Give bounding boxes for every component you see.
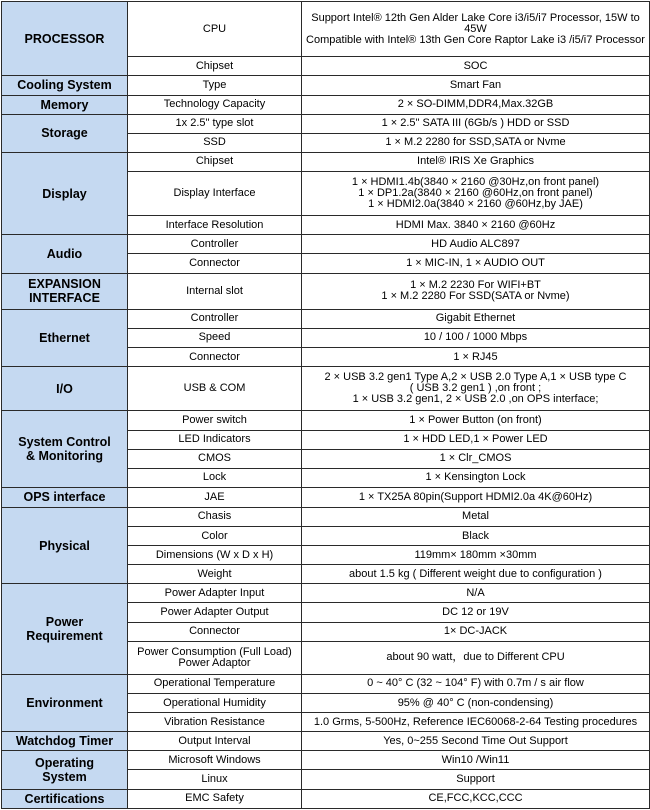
spec-value: 2 × USB 3.2 gen1 Type A,2 × USB 2.0 Type A,1 × USB type C ( USB 3.2 gen1 ) ,on front ; 1 × USB 3.2 gen1, 2 × USB 2.0 ,on OPS interface; — [302, 367, 650, 411]
spec-item: SSD — [128, 133, 302, 152]
spec-item: Operational Humidity — [128, 694, 302, 713]
spec-value: SOC — [302, 57, 650, 76]
category-label: Storage — [2, 114, 128, 152]
category-label: PROCESSOR — [2, 2, 128, 76]
spec-item: Chipset — [128, 57, 302, 76]
category-label: System Control & Monitoring — [2, 411, 128, 487]
spec-value: 1 × MIC-IN, 1 × AUDIO OUT — [302, 254, 650, 273]
spec-value: 10 / 100 / 1000 Mbps — [302, 328, 650, 347]
category-label: Ethernet — [2, 309, 128, 366]
spec-item: Display Interface — [128, 171, 302, 215]
category-label: Physical — [2, 507, 128, 583]
spec-row — [2, 367, 650, 411]
spec-value: N/A — [302, 584, 650, 603]
spec-row — [2, 487, 650, 507]
spec-row — [2, 584, 650, 603]
category-label: Power Requirement — [2, 584, 128, 675]
spec-value: 1 × M.2 2230 For WIFI+BT 1 × M.2 2280 For SSD(SATA or Nvme) — [302, 273, 650, 309]
spec-row — [2, 95, 650, 114]
spec-value: 1 × Clr_CMOS — [302, 449, 650, 468]
spec-value: Metal — [302, 507, 650, 526]
spec-item: Output Interval — [128, 732, 302, 751]
spec-row — [2, 273, 650, 309]
spec-item: Connector — [128, 348, 302, 367]
spec-item: Chasis — [128, 507, 302, 526]
category-label: Cooling System — [2, 76, 128, 95]
spec-value: 119mm× 180mm ×30mm — [302, 546, 650, 565]
spec-row — [2, 152, 650, 171]
spec-row — [2, 411, 650, 430]
spec-item: Power Adapter Input — [128, 584, 302, 603]
spec-value: about 1.5 kg ( Different weight due to configuration ) — [302, 565, 650, 584]
spec-item: Type — [128, 76, 302, 95]
spec-item: Power switch — [128, 411, 302, 430]
spec-value: DC 12 or 19V — [302, 603, 650, 622]
spec-value: Support Intel® 12th Gen Alder Lake Core i3/i5/i7 Processor, 15W to 45W Compatible with Intel® 13th Gen Core Raptor Lake i3 /i5/i7 Processor — [302, 2, 650, 57]
spec-row — [2, 732, 650, 751]
spec-item: Lock — [128, 468, 302, 487]
spec-item: Weight — [128, 565, 302, 584]
spec-value: 0 ~ 40° C (32 ~ 104° F) with 0.7m / s air flow — [302, 674, 650, 693]
spec-item: CMOS — [128, 449, 302, 468]
spec-table-body — [2, 2, 650, 809]
spec-value: Smart Fan — [302, 76, 650, 95]
spec-item: Technology Capacity — [128, 95, 302, 114]
spec-item: Controller — [128, 309, 302, 328]
category-label: Audio — [2, 235, 128, 273]
spec-item: Speed — [128, 328, 302, 347]
category-label: Watchdog Timer — [2, 732, 128, 751]
spec-item: Power Adapter Output — [128, 603, 302, 622]
spec-item: Controller — [128, 235, 302, 254]
spec-value: CE,FCC,KCC,CCC — [302, 789, 650, 808]
spec-item: USB & COM — [128, 367, 302, 411]
spec-value: Support — [302, 770, 650, 789]
spec-item: Interface Resolution — [128, 216, 302, 235]
spec-item: Chipset — [128, 152, 302, 171]
spec-item: Microsoft Windows — [128, 751, 302, 770]
spec-value: 1 × Power Button (on front) — [302, 411, 650, 430]
spec-value: 1 × HDD LED,1 × Power LED — [302, 430, 650, 449]
category-label: Certifications — [2, 789, 128, 808]
spec-row — [2, 235, 650, 254]
spec-row — [2, 309, 650, 328]
spec-item: Dimensions (W x D x H) — [128, 546, 302, 565]
spec-item: CPU — [128, 2, 302, 57]
spec-value: HDMI Max. 3840 × 2160 @60Hz — [302, 216, 650, 235]
spec-value: Black — [302, 527, 650, 546]
spec-item: Power Consumption (Full Load) Power Adaptor — [128, 641, 302, 674]
spec-value: about 90 watt，due to Different CPU — [302, 641, 650, 674]
spec-value: 1 × Kensington Lock — [302, 468, 650, 487]
spec-value: Intel® IRIS Xe Graphics — [302, 152, 650, 171]
category-label: Memory — [2, 95, 128, 114]
spec-value: 1 × HDMI1.4b(3840 × 2160 @30Hz,on front panel) 1 × DP1.2a(3840 × 2160 @60Hz,on front panel) 1 × HDMI2.0a(3840 × 2160 @60Hz,by JAE) — [302, 171, 650, 215]
spec-value: 2 × SO-DIMM,DDR4,Max.32GB — [302, 95, 650, 114]
spec-value: 1.0 Grms, 5-500Hz, Reference IEC60068-2-64 Testing procedures — [302, 713, 650, 732]
spec-row — [2, 114, 650, 133]
spec-value: Gigabit Ethernet — [302, 309, 650, 328]
spec-value: 1× DC-JACK — [302, 622, 650, 641]
spec-row — [2, 507, 650, 526]
category-label: I/O — [2, 367, 128, 411]
spec-row — [2, 2, 650, 57]
spec-value: 1 × TX25A 80pin(Support HDMI2.0a 4K@60Hz) — [302, 487, 650, 507]
spec-table — [1, 1, 650, 809]
category-label: Display — [2, 152, 128, 234]
category-label: Environment — [2, 674, 128, 731]
spec-item: LED Indicators — [128, 430, 302, 449]
spec-value: Win10 /Win11 — [302, 751, 650, 770]
spec-item: Color — [128, 527, 302, 546]
spec-row — [2, 76, 650, 95]
category-label: Operating System — [2, 751, 128, 789]
spec-row — [2, 789, 650, 808]
spec-item: Linux — [128, 770, 302, 789]
spec-item: Internal slot — [128, 273, 302, 309]
spec-value: 95% @ 40° C (non-condensing) — [302, 694, 650, 713]
spec-row — [2, 751, 650, 770]
spec-value: HD Audio ALC897 — [302, 235, 650, 254]
spec-item: JAE — [128, 487, 302, 507]
spec-value: Yes, 0~255 Second Time Out Support — [302, 732, 650, 751]
category-label: OPS interface — [2, 487, 128, 507]
spec-item: 1x 2.5" type slot — [128, 114, 302, 133]
spec-value: 1 × RJ45 — [302, 348, 650, 367]
spec-item: Connector — [128, 254, 302, 273]
category-label: EXPANSION INTERFACE — [2, 273, 128, 309]
spec-row — [2, 674, 650, 693]
spec-item: Connector — [128, 622, 302, 641]
spec-value: 1 × M.2 2280 for SSD,SATA or Nvme — [302, 133, 650, 152]
spec-item: EMC Safety — [128, 789, 302, 808]
spec-value: 1 × 2.5" SATA III (6Gb/s ) HDD or SSD — [302, 114, 650, 133]
spec-item: Operational Temperature — [128, 674, 302, 693]
spec-item: Vibration Resistance — [128, 713, 302, 732]
